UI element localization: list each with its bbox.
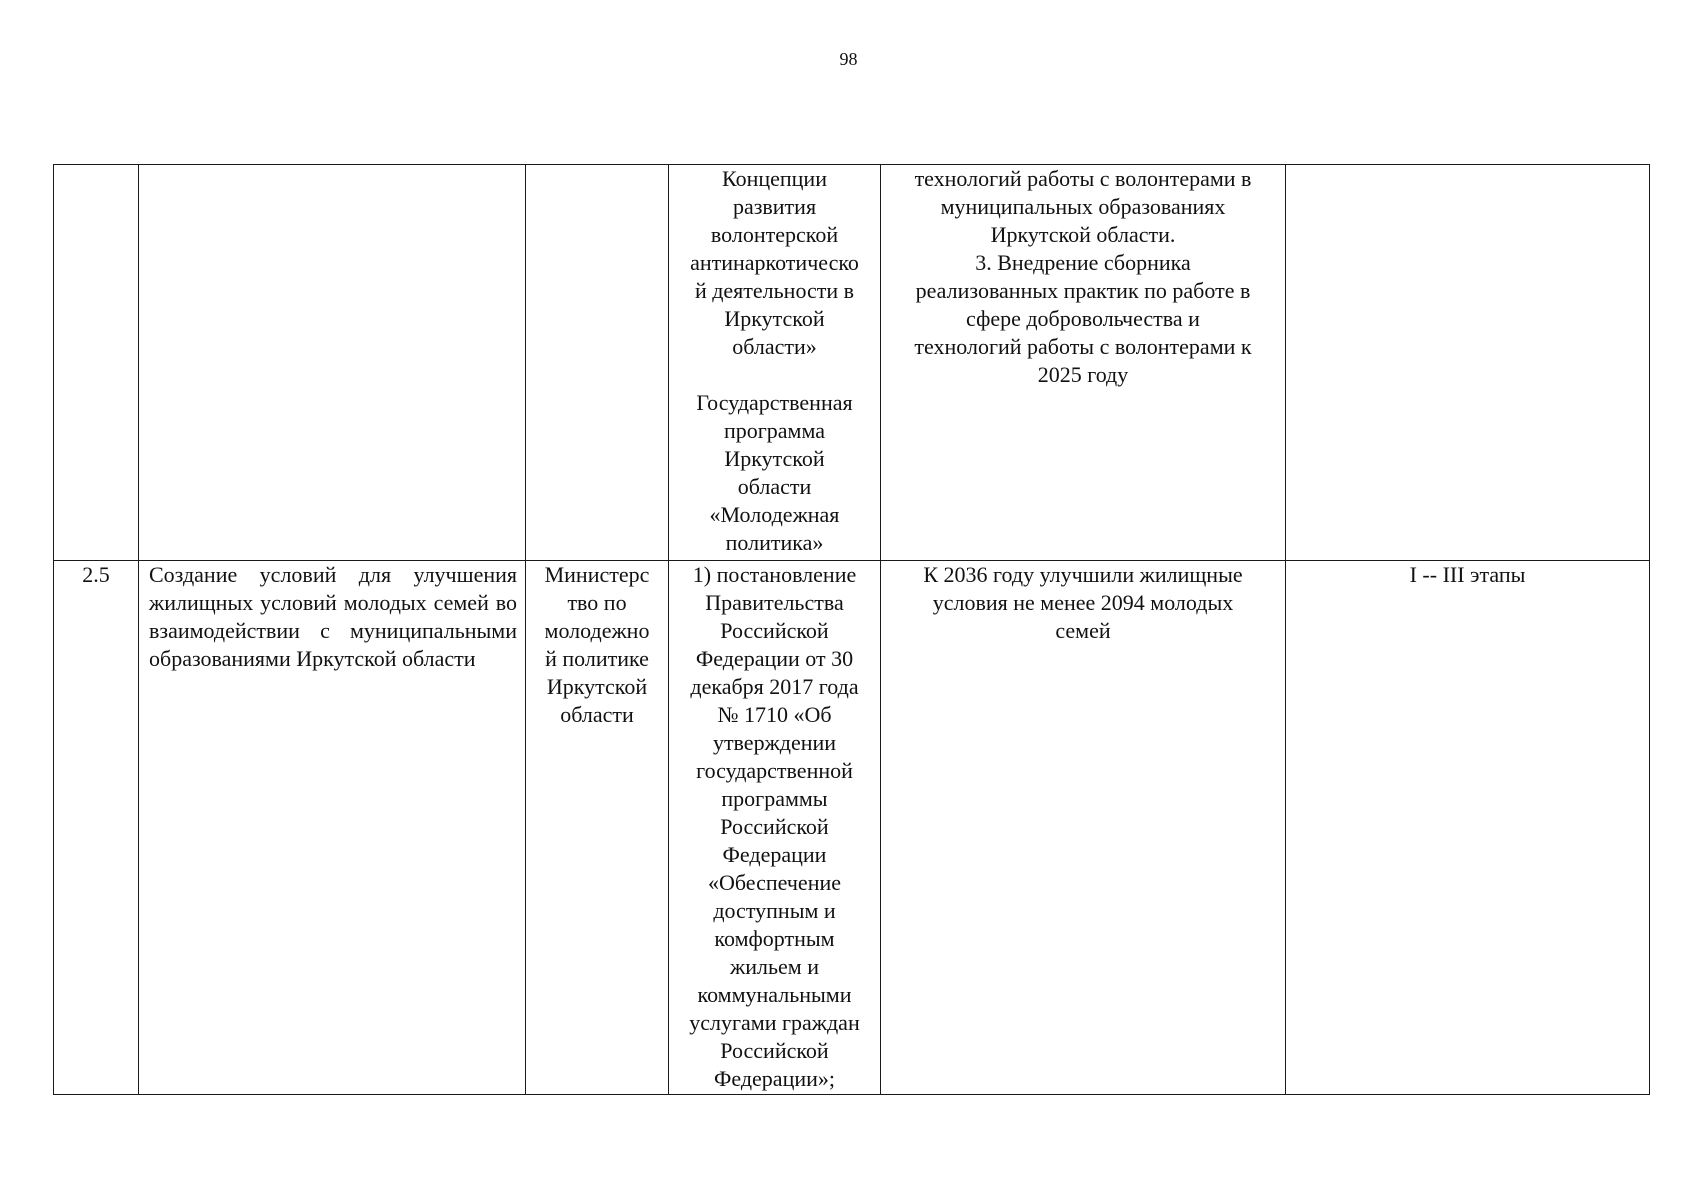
cell-expected-result: [881, 561, 1286, 1095]
cell-stages: [1286, 165, 1650, 561]
measure-name-text: Создание условий для улучшения жилищных условий молодых семей во взаимодействии с муниципальными образованиями Иркутской области: [149, 562, 517, 671]
cell-measure-name: [139, 165, 526, 561]
program-measures-table: [53, 164, 1650, 1095]
page-number: 98: [839, 49, 858, 69]
cell-expected-result: [881, 165, 1286, 561]
table-row-continuation: [54, 165, 1650, 561]
cell-executor: [526, 165, 669, 561]
table-row: [54, 561, 1650, 1095]
cell-stages: [1286, 561, 1650, 1095]
cell-number: [54, 165, 139, 561]
stages-text: I -- III этапы: [1409, 562, 1526, 587]
cell-legal-basis: [669, 561, 881, 1095]
cell-executor: [526, 561, 669, 1095]
legal-basis-text: Концепции развития волонтерской антинаркотическо й деятельности в Иркутской области» Государственная программа Иркутской области «Молодежная политика»: [690, 166, 859, 555]
expected-result-text: технологий работы с волонтерами в муниципальных образованиях Иркутской области. 3. Внедрение сборника реализованных практик по работе в сфере добровольчества и технологий работы с волонтерами к 2025 году: [914, 166, 1252, 387]
cell-legal-basis: [669, 165, 881, 561]
expected-result-text: К 2036 году улучшили жилищные условия не менее 2094 молодых семей: [923, 562, 1243, 643]
cell-measure-name: [139, 561, 526, 1095]
measure-number: 2.5: [82, 562, 110, 587]
legal-basis-text: 1) постановление Правительства Российской Федерации от 30 декабря 2017 года № 1710 «Об утверждении государственной программы Российской Федерации «Обеспечение доступным и комфортным жильем и коммунальными услугами граждан Российской Федерации»;: [689, 562, 860, 1091]
executor-text: Министерс тво по молодежно й политике Иркутской области: [544, 562, 650, 727]
cell-number: [54, 561, 139, 1095]
